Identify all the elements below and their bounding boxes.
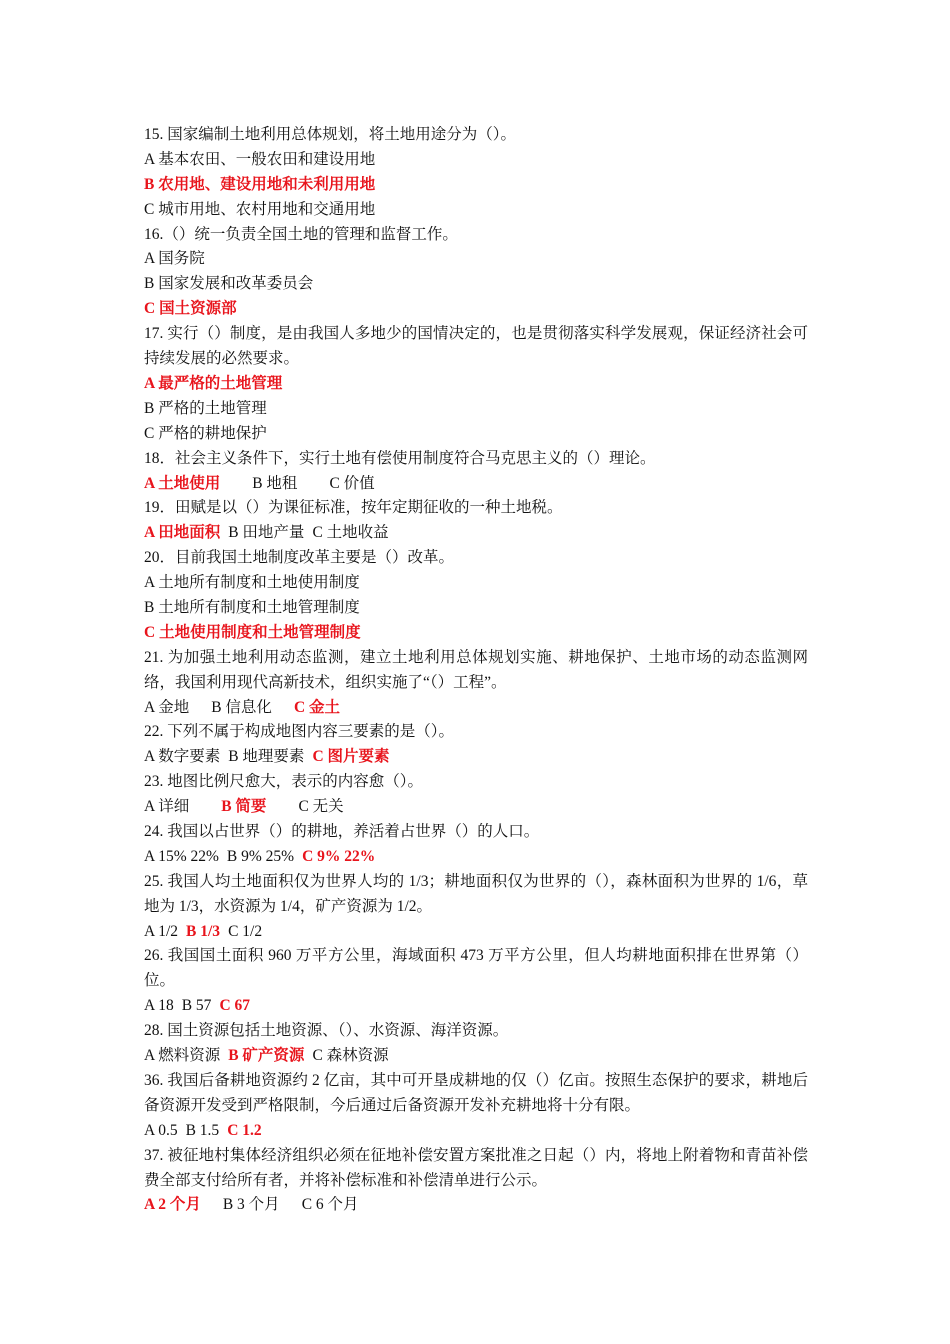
option-16-c-answer: C 国土资源部 bbox=[144, 300, 237, 318]
option-20-b: B 土地所有制度和土地管理制度 bbox=[144, 598, 360, 616]
option-23-b-answer: B 简要 bbox=[221, 798, 267, 816]
options-24 bbox=[144, 845, 808, 870]
option-16-a: A 国务院 bbox=[144, 250, 205, 268]
options-22 bbox=[144, 745, 808, 770]
options-23 bbox=[144, 795, 808, 820]
option-25-b-answer: B 1/3 bbox=[186, 922, 221, 940]
option-36-b: B 1.5 bbox=[185, 1121, 220, 1139]
option-17-a-answer: A 最严格的土地管理 bbox=[144, 374, 283, 392]
option-24-c-answer: C 9% 22% bbox=[302, 847, 376, 865]
option-18-c: C 价值 bbox=[329, 474, 375, 492]
question-37: 37. 被征地村集体经济组织必须在征地补偿安置方案批准之日起（）内，将地上附着物和青苗补偿费全部支付给所有者，并将补偿标准和补偿清单进行公示。 bbox=[144, 1146, 808, 1189]
option-19-c: C 土地收益 bbox=[312, 524, 389, 542]
option-28-c: C 森林资源 bbox=[312, 1047, 389, 1065]
question-19: 19．田赋是以（）为课征标准，按年定期征收的一种土地税。 bbox=[144, 499, 563, 517]
options-25 bbox=[144, 920, 808, 945]
option-23-a: A 详细 bbox=[144, 798, 190, 816]
options-37 bbox=[144, 1193, 808, 1218]
question-25: 25. 我国人均土地面积仅为世界人均的 1/3；耕地面积仅为世界的（），森林面积为世界的 1/6，草地为 1/3，水资源为 1/4，矿产资源为 1/2。 bbox=[144, 872, 808, 915]
option-36-a: A 0.5 bbox=[144, 1121, 178, 1139]
option-23-c: C 无关 bbox=[298, 798, 344, 816]
option-26-a: A 18 bbox=[144, 997, 174, 1015]
option-19-b: B 田地产量 bbox=[228, 524, 305, 542]
question-15: 15. 国家编制土地利用总体规划，将土地用途分为（）。 bbox=[144, 126, 517, 143]
option-17-c: C 严格的耕地保护 bbox=[144, 424, 267, 442]
option-22-b: B 地理要素 bbox=[228, 748, 305, 766]
option-24-b: B 9% 25% bbox=[226, 847, 295, 865]
option-19-a-answer: A 田地面积 bbox=[144, 524, 221, 542]
option-25-a: A 1/2 bbox=[144, 922, 179, 940]
option-26-b: B 57 bbox=[181, 997, 212, 1015]
question-20: 20．目前我国土地制度改革主要是（）改革。 bbox=[144, 549, 455, 567]
options-28 bbox=[144, 1044, 808, 1069]
option-24-a: A 15% 22% bbox=[144, 847, 219, 865]
option-22-a: A 数字要素 bbox=[144, 748, 221, 766]
question-24: 24. 我国以占世界（）的耕地，养活着占世界（）的人口。 bbox=[144, 823, 540, 840]
question-17: 17. 实行（）制度，是由我国人多地少的国情决定的，也是贯彻落实科学发展观，保证经济社会可持续发展的必然要求。 bbox=[144, 325, 808, 368]
question-21: 21. 为加强土地利用动态监测，建立土地利用总体规划实施、耕地保护、土地市场的动态监测网络，我国利用现代高新技术，组织实施了“（）工程”。 bbox=[144, 648, 808, 691]
question-28: 28. 国土资源包括土地资源、（）、水资源、海洋资源。 bbox=[144, 1022, 509, 1040]
question-16: 16.（）统一负责全国土地的管理和监督工作。 bbox=[144, 225, 458, 243]
option-20-c-answer: C 土地使用制度和土地管理制度 bbox=[144, 623, 361, 641]
option-37-c: C 6 个月 bbox=[301, 1196, 359, 1214]
options-36 bbox=[144, 1119, 808, 1144]
options-19 bbox=[144, 521, 808, 546]
option-16-b: B 国家发展和改革委员会 bbox=[144, 275, 314, 293]
option-28-b-answer: B 矿产资源 bbox=[228, 1047, 305, 1065]
question-26: 26. 我国国土面积 960 万平方公里，海域面积 473 万平方公里，但人均耕地面积排在世界第（）位。 bbox=[144, 947, 808, 990]
question-23: 23. 地图比例尺愈大，表示的内容愈（）。 bbox=[144, 773, 424, 791]
question-18: 18．社会主义条件下，实行土地有偿使用制度符合马克思主义的（）理论。 bbox=[144, 449, 656, 467]
option-15-b-answer: B 农用地、建设用地和未利用用地 bbox=[144, 175, 376, 193]
option-26-c-answer: C 67 bbox=[219, 997, 251, 1015]
option-22-c-answer: C 图片要素 bbox=[312, 748, 390, 766]
options-21 bbox=[144, 696, 808, 721]
question-list bbox=[144, 123, 808, 1218]
option-21-c-answer: C 金土 bbox=[293, 698, 341, 716]
option-18-b: B 地租 bbox=[252, 474, 298, 492]
option-21-a: A 金地 bbox=[144, 698, 190, 716]
option-28-a: A 燃料资源 bbox=[144, 1047, 221, 1065]
option-18-a-answer: A 土地使用 bbox=[144, 474, 221, 492]
option-25-c: C 1/2 bbox=[228, 922, 263, 940]
option-36-c-answer: C 1.2 bbox=[227, 1121, 262, 1139]
option-37-a-answer: A 2 个月 bbox=[144, 1196, 201, 1214]
option-15-c: C 城市用地、农村用地和交通用地 bbox=[144, 200, 376, 218]
question-36: 36. 我国后备耕地资源约 2 亿亩，其中可开垦成耕地的仅（）亿亩。按照生态保护的要求，耕地后备资源开发受到严格限制，今后通过后备资源开发补充耕地将十分有限。 bbox=[144, 1071, 808, 1114]
options-18 bbox=[144, 472, 808, 497]
option-15-a: A 基本农田、一般农田和建设用地 bbox=[144, 150, 376, 168]
option-20-a: A 土地所有制度和土地使用制度 bbox=[144, 574, 360, 592]
options-26 bbox=[144, 994, 808, 1019]
option-17-b: B 严格的土地管理 bbox=[144, 399, 267, 417]
option-37-b: B 3 个月 bbox=[222, 1196, 280, 1214]
option-21-b: B 信息化 bbox=[211, 698, 272, 716]
question-22: 22. 下列不属于构成地图内容三要素的是（）。 bbox=[144, 723, 455, 741]
